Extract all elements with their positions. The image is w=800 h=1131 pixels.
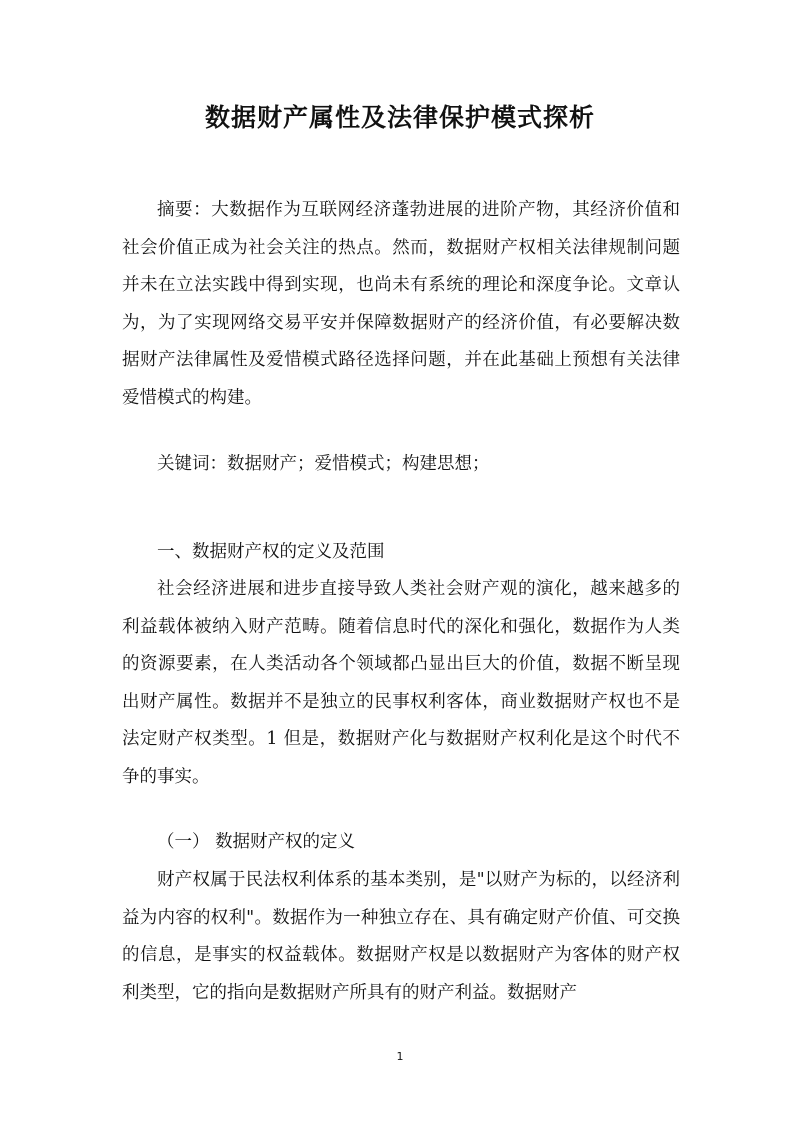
document-title: 数据财产属性及法律保护模式探析 xyxy=(204,103,595,132)
subsection-heading: （一） 数据财产权的定义 xyxy=(157,832,356,852)
abstract-paragraph: 摘要：大数据作为互联网经济蓬勃进展的进阶产物，其经济价值和社会价值正成为社会关注的热点。然而，数据财产权相关法律规制问题并未在立法实践中得到实现，也尚未有系统的理论和深度争论。文章认为，为了实现网络交易平安并保障数据财产的经济价值，有必要解决数据财产法律属性及爱惜模式路径选择问题，并在此基础上预想有关法律爱惜模式的构建。 xyxy=(122,200,680,408)
subsection-paragraph: 财产权属于民法权利体系的基本类别，是"以财产为标的，以经济利益为内容的权利"。数据作为一种独立存在、具有确定财产价值、可交换的信息，是事实的权益载体。数据财产权是以数据财产为客体的财产权利类型，它的指向是数据财产所具有的财产利益。数据财产 xyxy=(122,870,680,1003)
section-paragraph: 社会经济进展和进步直接导致人类社会财产观的演化，越来越多的利益载体被纳入财产范畴。随着信息时代的深化和强化，数据作为人类的资源要素，在人类活动各个领域都凸显出巨大的价值，数据不断呈现出财产属性。数据并不是独立的民事权利客体，商业数据财产权也不是法定财产权类型。1 但是，数据财产化与数据财产权利化是这个时代不争的事实。 xyxy=(122,579,680,787)
section-heading: 一、数据财产权的定义及范围 xyxy=(157,542,385,562)
keywords-line: 关键词：数据财产；爱惜模式；构建思想； xyxy=(157,454,490,474)
page-number: 1 xyxy=(396,1050,404,1063)
